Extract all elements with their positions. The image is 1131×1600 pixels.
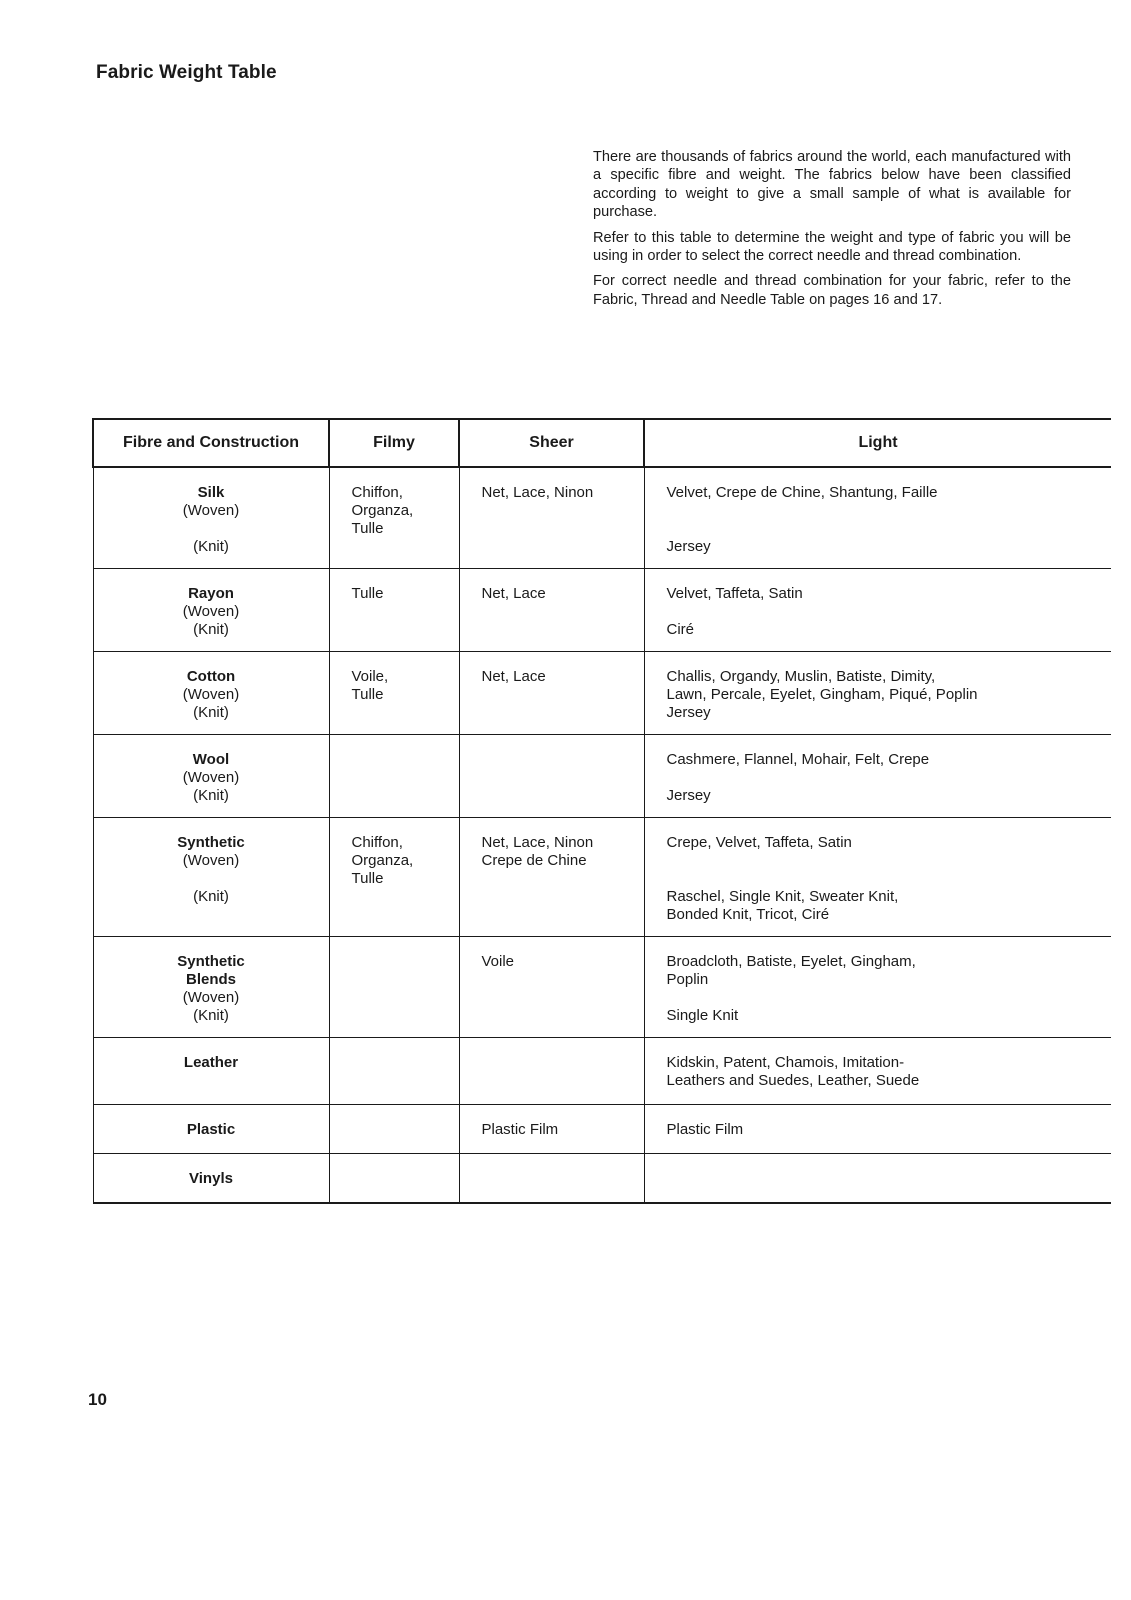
sheer-cell: Plastic Film: [459, 1105, 644, 1154]
light-cell: Challis, Organdy, Muslin, Batiste, Dimity, Lawn, Percale, Eyelet, Gingham, Piqué, Poplin: [644, 652, 1111, 705]
fibre-cell: [93, 621, 329, 652]
sheer-cell: Net, Lace: [459, 652, 644, 705]
sheer-cell: Net, Lace: [459, 569, 644, 622]
filmy-cell: [329, 1038, 459, 1105]
filmy-cell: [329, 787, 459, 818]
light-cell: Jersey: [644, 787, 1111, 818]
table-row: [93, 937, 1111, 1008]
filmy-cell: Tulle: [329, 569, 459, 622]
fibre-cell: [93, 787, 329, 818]
table-row: [93, 1007, 1111, 1038]
intro-paragraph: For correct needle and thread combination for your fabric, refer to the Fabric, Thread and Needle Table on pages 16 and 17.: [593, 273, 1071, 308]
fibre-name: Rayon: [188, 585, 234, 602]
light-cell: Raschel, Single Knit, Sweater Knit, Bonded Knit, Tricot, Ciré: [644, 888, 1111, 937]
table-row: [93, 538, 1111, 569]
fibre-name: Wool: [192, 751, 230, 768]
light-cell: Kidskin, Patent, Chamois, Imitation- Leathers and Suedes, Leather, Suede: [644, 1038, 1111, 1105]
sheer-cell: [459, 787, 644, 818]
table-row: [93, 818, 1111, 889]
light-cell: Velvet, Taffeta, Satin: [644, 569, 1111, 622]
light-cell: Single Knit: [644, 1007, 1111, 1038]
fabric-weight-table: [92, 418, 1111, 1204]
filmy-cell: Voile, Tulle: [329, 652, 459, 705]
fibre-cell: [93, 467, 329, 538]
filmy-cell: [329, 1105, 459, 1154]
light-cell: [644, 1154, 1111, 1204]
fibre-cell: [93, 818, 329, 889]
light-cell: Crepe, Velvet, Taffeta, Satin: [644, 818, 1111, 889]
construction-label: (Knit): [193, 888, 229, 905]
intro-text: [593, 148, 1071, 316]
construction-label: (Woven): [182, 603, 240, 620]
light-cell: Broadcloth, Batiste, Eyelet, Gingham, Poplin: [644, 937, 1111, 1008]
fibre-cell: [93, 1038, 329, 1105]
fibre-cell: [93, 735, 329, 788]
header-fibre-construction: Fibre and Construction: [93, 419, 329, 467]
table-row: [93, 735, 1111, 788]
construction-label: (Knit): [193, 704, 229, 721]
fibre-name: Synthetic: [177, 953, 245, 970]
table-row: [93, 787, 1111, 818]
sheer-cell: [459, 888, 644, 937]
construction-label: (Woven): [182, 769, 240, 786]
filmy-cell: [329, 704, 459, 735]
fibre-cell: [93, 538, 329, 569]
sheer-cell: [459, 1154, 644, 1204]
fibre-name: Silk: [197, 484, 225, 501]
filmy-cell: [329, 1007, 459, 1038]
construction-label: (Knit): [193, 538, 229, 555]
light-cell: Plastic Film: [644, 1105, 1111, 1154]
fibre-name: Plastic: [186, 1121, 236, 1138]
filmy-cell: Chiffon, Organza, Tulle: [329, 467, 459, 538]
fibre-cell: [93, 1105, 329, 1154]
fibre-cell: [93, 704, 329, 735]
construction-label: (Woven): [182, 686, 240, 703]
table-row: [93, 569, 1111, 622]
sheer-cell: [459, 538, 644, 569]
fibre-cell: [93, 1007, 329, 1038]
construction-label: (Woven): [182, 852, 240, 869]
sheer-cell: Net, Lace, Ninon: [459, 467, 644, 538]
filmy-cell: Chiffon, Organza, Tulle: [329, 818, 459, 889]
construction-label: (Woven): [182, 502, 240, 519]
fibre-name: Vinyls: [189, 1170, 233, 1187]
sheer-cell: Net, Lace, Ninon Crepe de Chine: [459, 818, 644, 889]
sheer-cell: [459, 704, 644, 735]
header-filmy: Filmy: [329, 419, 459, 467]
construction-label: (Knit): [193, 787, 229, 804]
light-cell: Ciré: [644, 621, 1111, 652]
page-title: Fabric Weight Table: [96, 62, 277, 83]
filmy-cell: [329, 538, 459, 569]
table-row: [93, 1038, 1111, 1105]
table-row: [93, 888, 1111, 937]
fibre-cell: [93, 569, 329, 622]
fibre-cell: [93, 937, 329, 1008]
construction-label: (Knit): [193, 621, 229, 638]
sheer-cell: [459, 1007, 644, 1038]
fibre-cell: [93, 1154, 329, 1204]
sheer-cell: [459, 735, 644, 788]
table-row: [93, 704, 1111, 735]
sheer-cell: [459, 1038, 644, 1105]
table-row: [93, 652, 1111, 705]
fibre-name: Synthetic: [177, 834, 245, 851]
light-cell: Cashmere, Flannel, Mohair, Felt, Crepe: [644, 735, 1111, 788]
page-number: 10: [88, 1390, 107, 1409]
construction-label: (Knit): [193, 1007, 229, 1024]
filmy-cell: [329, 735, 459, 788]
table-row: [93, 621, 1111, 652]
sheer-cell: Voile: [459, 937, 644, 1008]
filmy-cell: [329, 1154, 459, 1204]
light-cell: Velvet, Crepe de Chine, Shantung, Faille: [644, 467, 1111, 538]
table-row: [93, 467, 1111, 538]
fibre-name: Leather: [183, 1054, 239, 1071]
filmy-cell: [329, 621, 459, 652]
table-header-row: [93, 419, 1111, 467]
filmy-cell: [329, 888, 459, 937]
intro-paragraph: There are thousands of fabrics around the world, each manufactured with a specific fibre and weight. The fabrics below have been classified according to weight to give a small sample of what is available for purchase.: [593, 149, 1071, 221]
light-cell: Jersey: [644, 538, 1111, 569]
table-row: [93, 1105, 1111, 1154]
intro-paragraph: Refer to this table to determine the weight and type of fabric you will be using in order to select the correct needle and thread combination.: [593, 229, 1071, 265]
light-cell: Jersey: [644, 704, 1111, 735]
table-row: [93, 1154, 1111, 1204]
construction-label: (Woven): [182, 989, 240, 1006]
header-sheer: Sheer: [459, 419, 644, 467]
filmy-cell: [329, 937, 459, 1008]
fibre-name: Blends: [185, 971, 236, 988]
sheer-cell: [459, 621, 644, 652]
fibre-cell: [93, 888, 329, 937]
header-light: Light: [644, 419, 1111, 467]
fibre-cell: [93, 652, 329, 705]
fibre-name: Cotton: [186, 668, 236, 685]
